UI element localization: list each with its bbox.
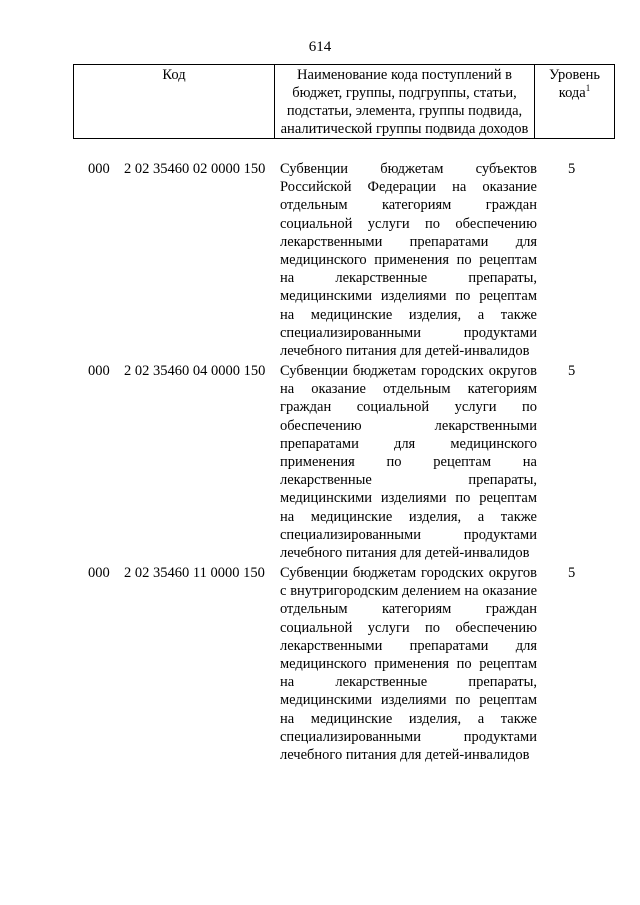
code-level: 5 bbox=[568, 161, 576, 177]
page-number: 614 bbox=[308, 39, 332, 55]
header-level-label: Уровень кода bbox=[548, 67, 601, 101]
code-level: 5 bbox=[568, 363, 576, 379]
table-header bbox=[73, 64, 615, 139]
code-level: 5 bbox=[568, 565, 576, 581]
header-code-label: Код bbox=[162, 67, 186, 83]
header-name bbox=[275, 65, 535, 139]
revenue-code: 2 02 35460 04 0000 150 bbox=[124, 363, 266, 379]
revenue-name: Субвенции бюджетам городских округов на оказание отдельным категориям граждан социальной услуги по обеспечению лекарственными препаратами для медицинского применения по рецептам на лекарственные препараты, медицинскими изделиями по рецептам на медицинские изделия, а также специализированными продуктами лечебного питания для детей-инвалидов bbox=[280, 363, 537, 562]
revenue-name: Субвенции бюджетам городских округов с внутригородским делением на оказание отдельным категориям граждан социальной услуги по обеспечению лекарственными препаратами для медицинского применения по рецептам на лекарственные препараты, медицинскими изделиями по рецептам на медицинские изделия, а также специализированными продуктами лечебного питания для детей-инвалидов bbox=[280, 565, 537, 764]
table-body bbox=[0, 160, 640, 764]
table-row bbox=[0, 564, 640, 764]
table-row bbox=[0, 160, 640, 362]
table-row bbox=[0, 362, 640, 564]
admin-code: 000 bbox=[88, 161, 110, 177]
footnote-marker: 1 bbox=[585, 83, 591, 93]
header-level bbox=[535, 65, 615, 139]
revenue-code: 2 02 35460 02 0000 150 bbox=[124, 161, 266, 177]
revenue-name: Субвенции бюджетам субъектов Российской Федерации на оказание отдельным категориям граждан социальной услуги по обеспечению лекарственными препаратами для медицинского применения по рецептам на лекарственные препараты, медицинскими изделиями по рецептам на медицинские изделия, а также специализированными продуктами лечебного питания для детей-инвалидов bbox=[280, 161, 537, 360]
admin-code: 000 bbox=[88, 565, 110, 581]
revenue-code: 2 02 35460 11 0000 150 bbox=[124, 565, 265, 581]
header-name-label: Наименование кода поступлений в бюджет, группы, подгруппы, статьи, подстатьи, элемента, группы подвида, аналитической группы подвида доходов bbox=[280, 67, 529, 137]
header-code bbox=[74, 65, 275, 139]
admin-code: 000 bbox=[88, 363, 110, 379]
